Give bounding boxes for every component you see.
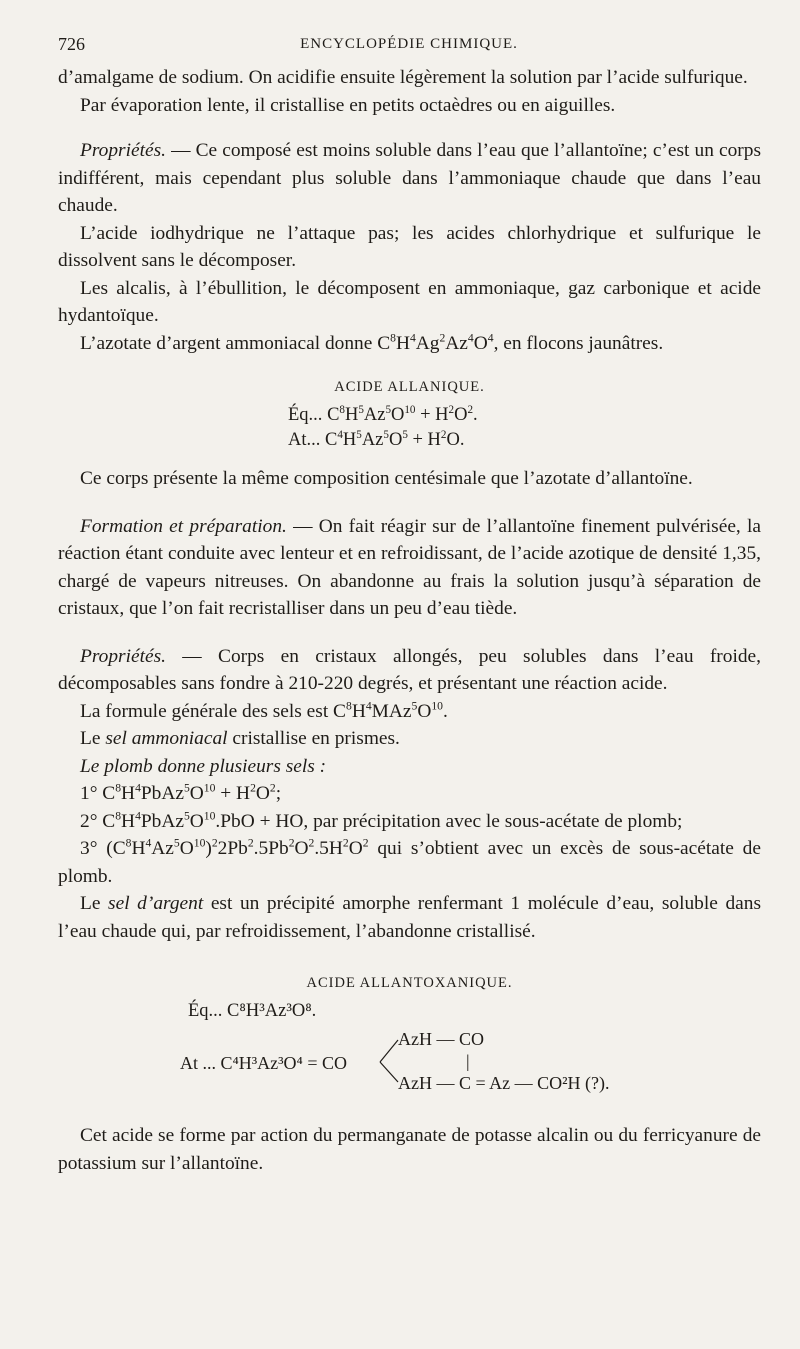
- list-item: 1° $C^8H^4PbAz^5O^{10} + H^2O^2$;: [80, 781, 282, 804]
- paragraph: Ce corps présente la même composition centésimale que l’azotate d’allantoïne.: [80, 468, 693, 489]
- paragraph: L’acide iodhydrique ne l’attaque pas; les acides chlorhydrique et sulfurique le dissolvent sans le décomposer.: [58, 222, 761, 271]
- structural-formula: [58, 1026, 761, 1096]
- page-body: [58, 64, 761, 1177]
- section-heading: Formation et préparation.: [80, 515, 287, 537]
- paragraph: Cet acide se forme par action du permanganate de potasse alcalin ou du ferricyanure de potassium sur l’allantoïne.: [58, 1125, 761, 1174]
- paragraph: La formule générale des sels est $C^8H^4MAz^5O^{10}$.: [80, 699, 448, 722]
- paragraph: Les alcalis, à l’ébullition, le décomposent en ammoniaque, gaz carbonique et acide hydantoïque.: [58, 277, 761, 326]
- paragraph: Par évaporation lente, il cristallise en petits octaèdres ou en aiguilles.: [80, 94, 616, 116]
- running-title: ENCYCLOPÉDIE CHIMIQUE.: [300, 36, 518, 52]
- paragraph: Le plomb donne plusieurs sels :: [80, 755, 327, 777]
- section-title: ACIDE ALLANTOXANIQUE.: [306, 975, 513, 991]
- formula-eq: Éq... $C^8H^5Az^5O^{10} + H^2O^2$.: [288, 403, 478, 425]
- page-number: 726: [58, 34, 85, 54]
- section-heading: Propriétés.: [80, 140, 166, 161]
- paragraph: Propriétés. — Corps en cristaux allongés, peu solubles dans l’eau froide, décomposables sans fondre à 210-220 degrés, et présentant une réaction acide.: [58, 645, 761, 694]
- paragraph: Formation et préparation. — On fait réagir sur de l’allantoïne finement pulvérisée, la réaction étant conduite avec lenteur et en refroidissant, de l’acide azotique de densité 1,35, chargé de vapeurs nitreuses. On abandonne au frais la solution jusqu’à séparation de cristaux, que l’on fait recristalliser dans un peu d’eau tiède.: [58, 515, 761, 619]
- paragraph: Le sel ammoniacal cristallise en prismes.: [80, 728, 400, 749]
- formula-eq: Éq... C⁸H³Az³O⁸.: [188, 1001, 317, 1021]
- paragraph: Le sel d’argent est un précipité amorphe renfermant 1 molécule d’eau, soluble dans l’eau chaude qui, par refroidissement, l’abandonne cristallisé.: [58, 893, 761, 942]
- upper-group: AzH — CO: [398, 1029, 484, 1049]
- list-item: 3° $(C^8H^4Az^5O^{10})^22Pb^2.5Pb^2O^2.5H^2O^2$ qui s’obtient avec un excès de sous-acétate de plomb.: [58, 836, 761, 887]
- section-heading: Propriétés.: [80, 645, 166, 667]
- paragraph: d’amalgame de sodium. On acidifie ensuite légèrement la solution par l’acide sulfurique.: [58, 67, 748, 88]
- formula-at: At ... C⁴H³Az³O⁴ = CO: [180, 1053, 347, 1073]
- vertical-bond: |: [466, 1051, 470, 1071]
- paragraph: Propriétés. — Ce composé est moins soluble dans l’eau que l’allantoïne; c’est un corps indifférent, mais cependant plus soluble dans l’ammoniaque chaude que dans l’eau chaude.: [58, 140, 761, 216]
- page-header: [58, 34, 760, 56]
- paragraph: L’azotate d’argent ammoniacal donne $C^8H^4Ag^2Az^4O^4$, en flocons jaunâtres.: [80, 331, 664, 354]
- formula-at: At... $C^4H^5Az^5O^5 + H^2O$.: [288, 428, 465, 450]
- lower-group: AzH — C = Az — CO²H (?).: [398, 1073, 610, 1093]
- list-item: 2° $C^8H^4PbAz^5O^{10}.PbO$ + HO, par précipitation avec le sous-acétate de plomb;: [80, 809, 683, 832]
- section-title: ACIDE ALLANIQUE.: [334, 379, 485, 395]
